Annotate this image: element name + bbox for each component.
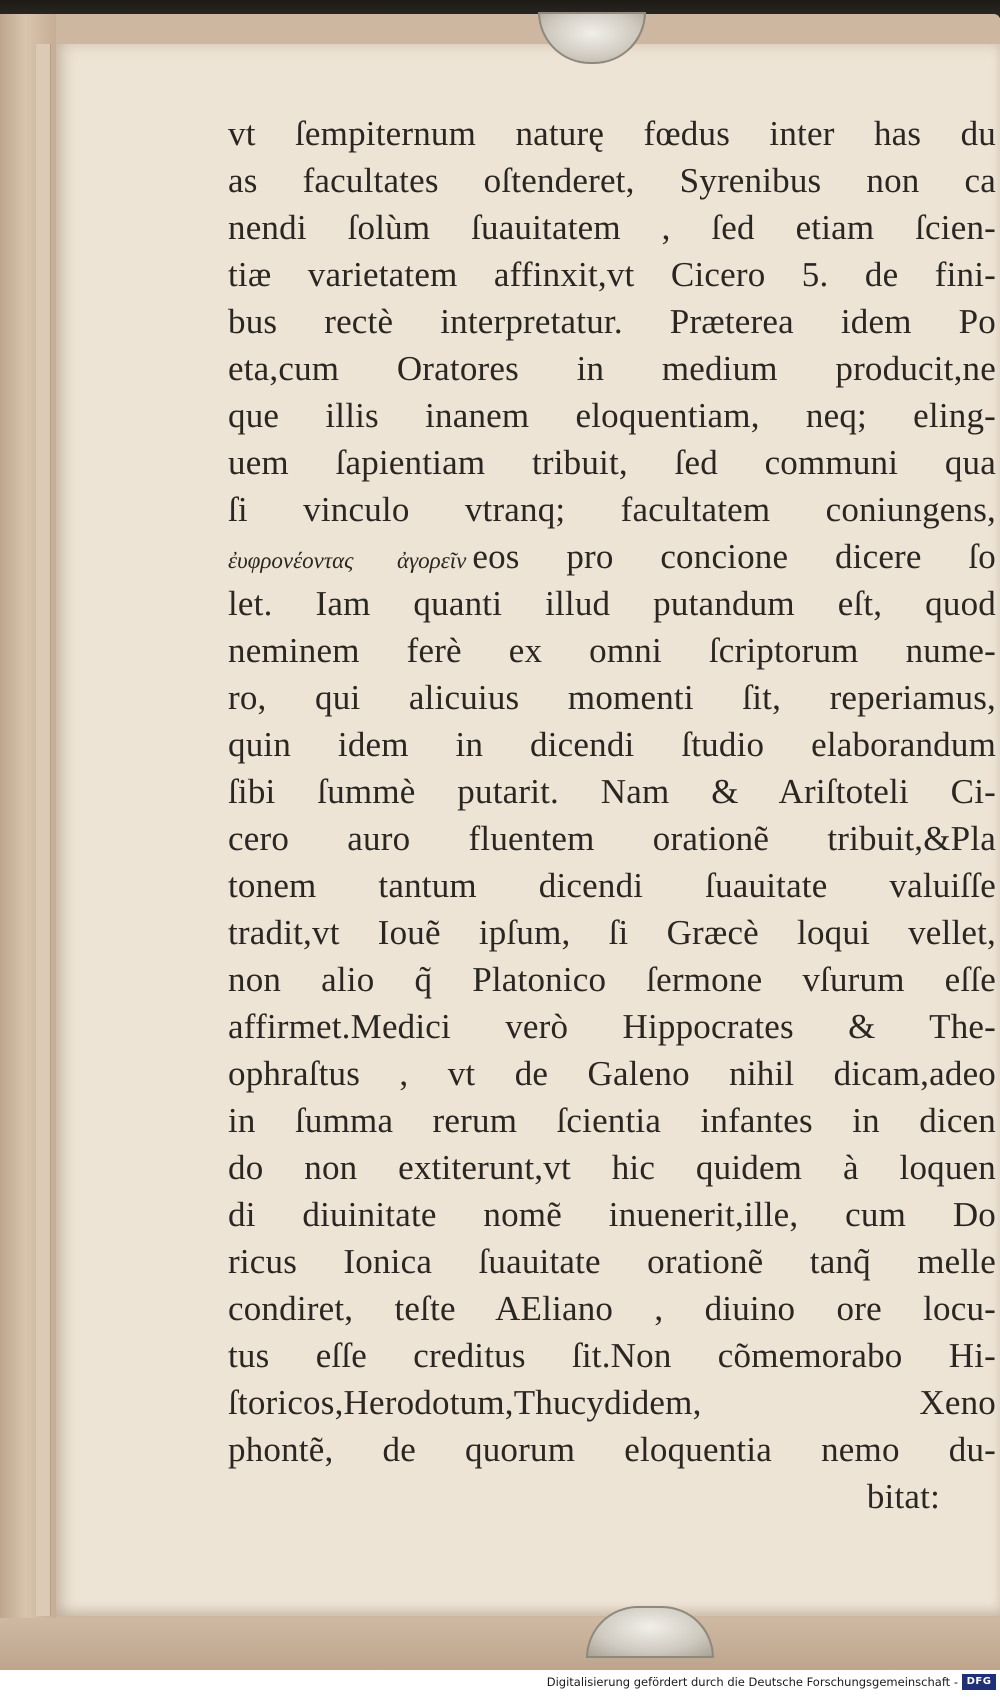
text-line: vt ſempiternum naturę fœdus inter has du	[228, 114, 996, 153]
text-line: eta,cum Oratores in medium producit,ne	[228, 349, 996, 388]
text-line: nendi ſolùm ſuauitatem , ſed etiam ſcien-	[228, 208, 996, 247]
text-line: tiæ varietatem affinxit,vt Cicero 5. de fini-	[228, 255, 996, 294]
catchword: bitat:	[866, 1477, 940, 1516]
text-line: quin idem in dicendi ſtudio elaborandum	[228, 725, 996, 764]
text-line: let. Iam quanti illud putandum eſt, quod	[228, 584, 996, 623]
text-line-with-greek	[228, 533, 996, 580]
text-line: cero auro fluentem orationẽ tribuit,&Pla	[228, 819, 996, 858]
dfg-logo: DFG	[962, 1674, 996, 1690]
text-line: neminem ferè ex omni ſcriptorum nume-	[228, 631, 996, 670]
text-line: bus rectè interpretatur. Præterea idem Po	[228, 302, 996, 341]
text-line: non alio q̃ Platonico ſermone vſurum eſſe	[228, 960, 996, 999]
text-line-remainder: eos pro concione dicere ſo	[472, 537, 996, 576]
text-line: que illis inanem eloquentiam, neq; eling-	[228, 396, 996, 435]
text-line: tus eſſe creditus ſit.Non cõmemorabo Hi-	[228, 1336, 996, 1375]
text-line: uem ſapientiam tribuit, ſed communi qua	[228, 443, 996, 482]
text-line: tonem tantum dicendi ſuauitate valuiſſe	[228, 866, 996, 905]
text-line: ſibi ſummè putarit. Nam & Ariſtoteli Ci-	[228, 772, 996, 811]
text-line: di diuinitate nomẽ inuenerit,ille, cum Do	[228, 1195, 996, 1234]
text-line: ro, qui alicuius momenti ſit, reperiamus,	[228, 678, 996, 717]
text-line: do non extiterunt,vt hic quidem à loquen	[228, 1148, 996, 1187]
text-line: affirmet.Medici verò Hippocrates & The-	[228, 1007, 996, 1046]
text-line: tradit,vt Iouẽ ipſum, ſi Græcè loqui vellet,	[228, 913, 996, 952]
text-line: as facultates oſtenderet, Syrenibus non ca	[228, 161, 996, 200]
text-line: ſtoricos,Herodotum,Thucydidem, Xeno	[228, 1383, 996, 1422]
digitization-credit: Digitalisierung gefördert durch die Deutsche Forschungsgemeinschaft -	[546, 1675, 958, 1689]
greek-phrase: ἐυφρονέοντας ἀγορεῖν	[228, 548, 467, 573]
text-line: ſi vinculo vtranq; facultatem coniungens,	[228, 490, 996, 529]
text-line: in ſumma rerum ſcientia infantes in dicen	[228, 1101, 996, 1140]
page-text	[228, 110, 996, 1520]
page-fold	[36, 44, 51, 1616]
binding-bottom-edge	[0, 1618, 1000, 1670]
text-line: condiret, teſte AEliano , diuino ore locu-	[228, 1289, 996, 1328]
text-line: ophraſtus , vt de Galeno nihil dicam,adeo	[228, 1054, 996, 1093]
text-line: ricus Ionica ſuauitate orationẽ tanq̃ melle	[228, 1242, 996, 1281]
text-line: phontẽ, de quorum eloquentia nemo du-	[228, 1430, 996, 1469]
